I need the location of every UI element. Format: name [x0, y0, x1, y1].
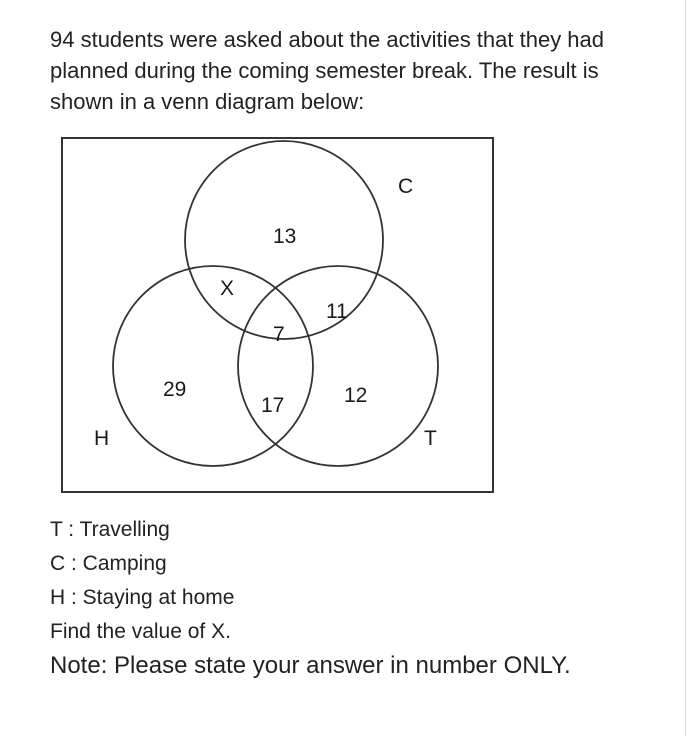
- note-text: Note: Please state your answer in number ONLY.: [50, 652, 571, 679]
- circle-travelling: [238, 266, 438, 466]
- region-home-only: 29: [163, 378, 187, 401]
- venn-diagram: [58, 134, 498, 496]
- set-label-home: H: [94, 427, 110, 450]
- set-label-camping: C: [398, 175, 414, 198]
- legend-camping: C : Camping: [50, 552, 167, 575]
- region-travelling-only: 12: [344, 384, 368, 407]
- region-camping-home: X: [220, 277, 235, 300]
- instruction-text: Find the value of X.: [50, 620, 231, 643]
- legend-home: H : Staying at home: [50, 586, 235, 609]
- set-label-travelling: T: [424, 427, 437, 450]
- circle-home: [113, 266, 313, 466]
- question-text: 94 students were asked about the activities that they had planned during the coming semester break. The result is shown in a venn diagram below:: [50, 27, 605, 114]
- region-camping-travelling: 11: [326, 300, 348, 323]
- legend-travelling: T : Travelling: [50, 518, 170, 541]
- region-camping-only: 13: [273, 225, 297, 248]
- region-all-three: 7: [273, 323, 285, 346]
- region-home-travelling: 17: [261, 394, 285, 417]
- legend: [50, 513, 234, 649]
